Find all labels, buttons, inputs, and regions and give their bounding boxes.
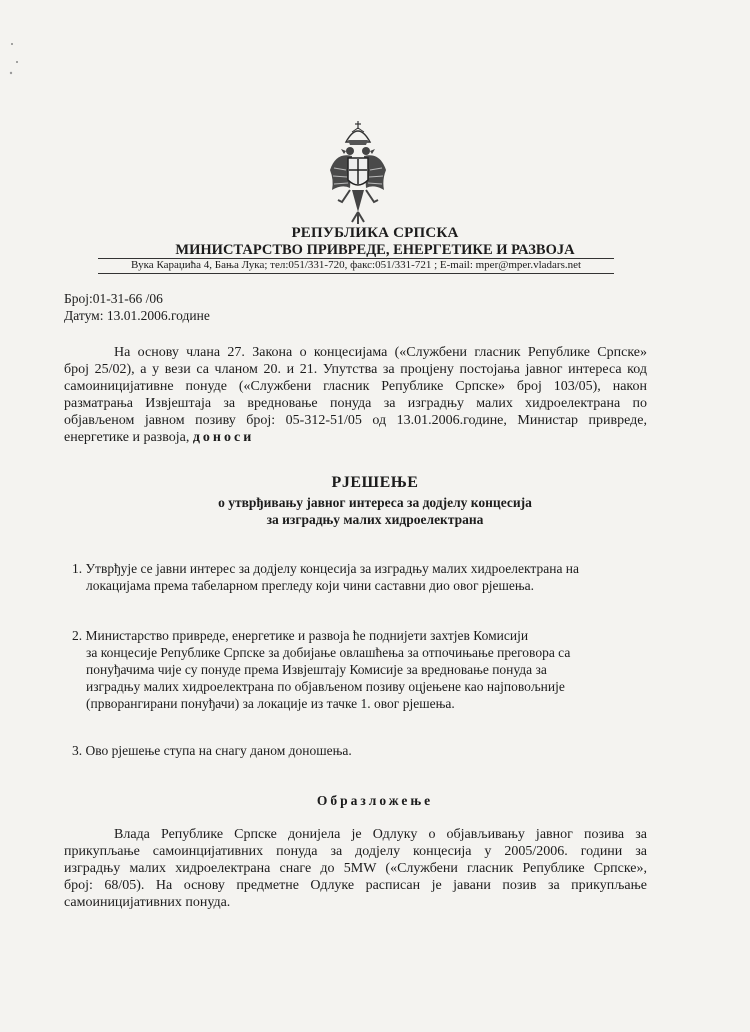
decision-item-2 xyxy=(72,627,570,712)
decision-item-1 xyxy=(72,560,579,594)
coat-of-arms-icon xyxy=(328,118,388,226)
intro-line: број 25/02), а у вези са чланом 20. и 21. Упутства за процјену постојања јавног интереса код xyxy=(64,362,647,377)
explanation-line: Влада Републике Српске донијела је Одлуку о објављивању јавног позива за xyxy=(114,827,647,842)
item-line: 3. Ово рјешење ступа на снагу даном доношења. xyxy=(72,743,352,758)
reference-date: Датум: 13.01.2006.године xyxy=(64,308,210,323)
country-name: РЕПУБЛИКА СРПСКА xyxy=(291,225,459,241)
ministry-name: МИНИСТАРСТВО ПРИВРЕДЕ, ЕНЕРГЕТИКЕ И РАЗВОЈА xyxy=(175,242,575,258)
item-line: понуђачима чије су понуде према Извјештају Комисије за вредновање понуда за xyxy=(86,662,547,677)
intro-paragraph xyxy=(64,344,647,446)
ministry-address: Вука Караџића 4, Бања Лука; тел:051/331-720, факс:051/331-721 ; E-mail: mper@mper.vladars.net xyxy=(130,259,582,271)
item-line: изградњу малих хидроелектрана по објављеном позиву оцјењене као најповољније xyxy=(86,679,565,694)
item-line: 1. Утврђује се јавни интерес за додјелу концесија за изградњу малих хидроелектрана на xyxy=(72,561,580,576)
explanation-line: самоиницијативних понуда. xyxy=(64,895,231,910)
intro-line: самоиницијативне понуде («Службени гласник Републике Српске» број 103/05), након xyxy=(64,379,647,394)
intro-line: објављеном јавном позиву број: 05-312-51/05 од 13.01.2006.године, Министар привреде, xyxy=(64,413,647,428)
explanation-paragraph xyxy=(64,826,647,911)
intro-line: разматрања Извјештаја за вредновање понуда за изградњу малих хидроелектрана по xyxy=(64,396,647,411)
explanation-line: број: 68/05). На основу предметне Одлуке расписан је јавани позив за прикупљање xyxy=(64,878,647,893)
item-line: локацијама према табеларном прегледу који чини саставни дио овог рјешења. xyxy=(86,578,534,593)
intro-line: енергетике и развоја, xyxy=(64,430,190,445)
item-line: (прворангирани понуђачи) за локације из тачке 1. овог рјешења. xyxy=(86,696,455,711)
scan-specks xyxy=(8,40,28,80)
decision-item-3 xyxy=(72,742,352,759)
reference-number: Број:01-31-66 /06 xyxy=(64,291,163,306)
explanation-line: прикупљање самоинцијативних понуда за додјелу концесија у 2005/2006. години за xyxy=(64,844,647,859)
intro-last-line xyxy=(64,429,647,446)
decision-word: доноси xyxy=(192,430,255,445)
header-rule-bottom xyxy=(98,273,614,274)
explanation-line: изградњу малих хидроелектрана снаге до 5MW («Службени гласник Републике Српске», xyxy=(64,861,647,876)
explanation-title: Образложење xyxy=(316,793,434,808)
decision-title: РЈЕШЕЊЕ xyxy=(331,474,419,491)
decision-subtitle: за изградњу малих хидроелектрана xyxy=(266,512,484,527)
item-line: 2. Министарство привреде, енергетике и развоја ће поднијети захтјев Комисији xyxy=(72,628,529,643)
item-line: за концесије Републике Српске за добијање овлашћења за отпочињање преговора са xyxy=(86,645,571,660)
decision-subtitle: о утврђивању јавног интереса за додјелу концесија xyxy=(218,495,532,510)
intro-line: На основу члана 27. Закона о концесијама («Службени гласник Републике Српске» xyxy=(114,345,647,360)
